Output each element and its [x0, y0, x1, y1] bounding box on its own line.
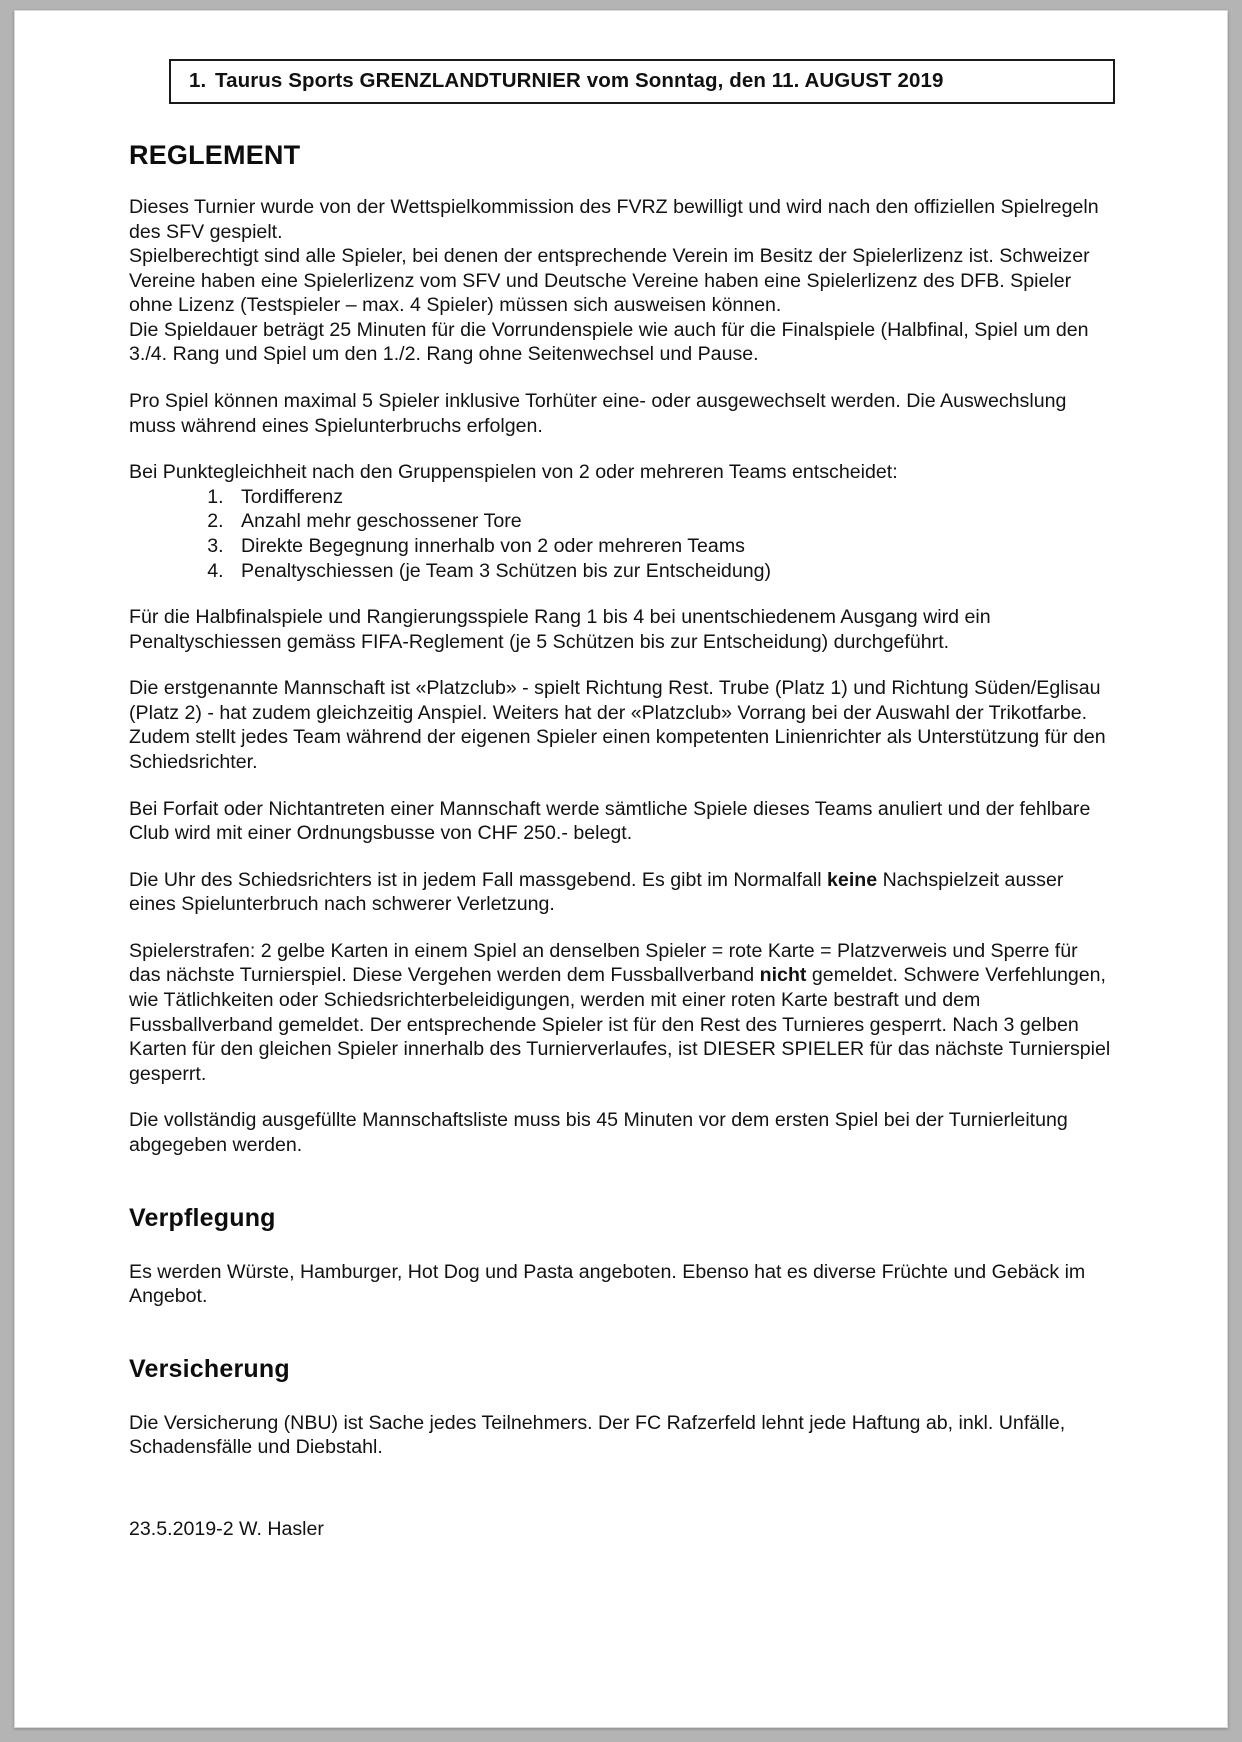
header-title-line — [189, 69, 1103, 93]
page-title: REGLEMENT — [129, 140, 301, 170]
paragraph-9-text-a: Die Uhr des Schiedsrichters ist in jedem Fall massgebend. Es gibt im Normalfall — [129, 868, 828, 891]
section-heading-versicherung: Versicherung — [129, 1354, 290, 1383]
paragraph-9 — [129, 868, 1111, 917]
paragraph-10 — [129, 939, 1111, 1086]
list-item: 3. Direkte Begegnung innerhalb von 2 oder mehreren Teams — [229, 534, 1111, 559]
paragraph-8: Bei Forfait oder Nichtantreten einer Mannschaft werde sämtliche Spiele dieses Teams anuliert und der fehlbare Club wird mit einer Ordnungsbusse von CHF 250.- belegt. — [129, 797, 1091, 845]
paragraph-10-text-a: Spielerstrafen: 2 gelbe Karten in einem Spiel an denselben Spieler = rote Karte = Platzverweis und Sperre für das nächste Turnierspiel. Diese Vergehen werden dem Fussballverband — [129, 939, 1078, 987]
paragraph-2: Spielberechtigt sind alle Spieler, bei denen der entsprechende Verein im Besitz der Spielerlizenz ist. Schweizer Vereine haben eine Spielerlizenz vom SFV und Deutsche Vereine haben eine Spielerlizenz des DFB. Spieler ohne Lizenz (Testspieler – max. 4 Spieler) müssen sich ausweisen können. — [129, 245, 1090, 317]
versicherung-text: Die Versicherung (NBU) ist Sache jedes Teilnehmers. Der FC Rafzerfeld lehnt jede Haftung ab, inkl. Unfälle, Schadensfälle und Diebstahl. — [129, 1411, 1066, 1459]
document-page — [14, 10, 1228, 1728]
intro-block — [129, 195, 1111, 367]
paragraph-10-emphasis: nicht — [759, 964, 807, 987]
header-number: 1. — [189, 69, 207, 92]
paragraph-1: Dieses Turnier wurde von der Wettspielkommission des FVRZ bewilligt und wird nach den offiziellen Spielregeln des SFV gespielt. — [129, 196, 1099, 243]
tiebreak-criteria-list — [129, 485, 1111, 583]
paragraph-9-text-b: Nachspielzeit ausser eines Spielunterbruch nach schwerer Verletzung. — [129, 868, 1064, 916]
document-body — [87, 140, 1155, 1541]
list-item: 1. Tordifferenz — [229, 485, 1111, 510]
list-item: 4. Penaltyschiessen (je Team 3 Schützen bis zur Entscheidung) — [229, 559, 1111, 584]
paragraph-7: Die erstgenannte Mannschaft ist «Platzclub» - spielt Richtung Rest. Trube (Platz 1) und Richtung Süden/Eglisau (Platz 2) - hat zudem gleichzeitig Anspiel. Weiters hat der «Platzclub» Vorrang bei der Auswahl der Trikotfarbe. Zudem stellt jedes Team während der eigenen Spieler einen kompetenten Linienrichter als Unterstützung für den Schiedsrichter. — [129, 677, 1106, 773]
paragraph-10-text-b: gemeldet. Schwere Verfehlungen, wie Tätlichkeiten oder Schiedsrichterbeleidigungen, werden mit einer roten Karte bestraft und dem Fussballverband gemeldet. Der entsprechende Spieler ist für den Rest des Turnieres gesperrt. Nach 3 gelben Karten für den gleichen Spieler innerhalb des Turnierverlaufes, ist DIESER SPIELER für das nächste Turnierspiel gesperrt. — [129, 964, 1111, 1085]
document-footer: 23.5.2019-2 W. Hasler — [129, 1517, 324, 1540]
paragraph-6: Für die Halbfinalspiele und Rangierungsspiele Rang 1 bis 4 bei unentschiedenem Ausgang wird ein Penaltyschiessen gemäss FIFA-Reglement (je 5 Schützen bis zur Entscheidung) durchgeführt. — [129, 606, 991, 653]
document-content — [15, 11, 1227, 1727]
section-heading-verpflegung: Verpflegung — [129, 1203, 276, 1232]
paragraph-5: Bei Punktegleichheit nach den Gruppenspielen von 2 oder mehreren Teams entscheidet: — [129, 461, 898, 484]
paragraph-11: Die vollständig ausgefüllte Mannschaftsliste muss bis 45 Minuten vor dem ersten Spiel bei der Turnierleitung abgegeben werden. — [129, 1109, 1068, 1156]
paragraph-4: Pro Spiel können maximal 5 Spieler inklusive Torhüter eine- oder ausgewechselt werden. Die Auswechslung muss während eines Spielunterbruchs erfolgen. — [129, 390, 1067, 437]
list-item: 2. Anzahl mehr geschossener Tore — [229, 509, 1111, 534]
paragraph-9-emphasis: keine — [827, 868, 878, 891]
header-title: Taurus Sports GRENZLANDTURNIER vom Sonntag, den 11. AUGUST 2019 — [215, 69, 944, 92]
document-header-bar — [169, 59, 1115, 104]
paragraph-3: Die Spieldauer beträgt 25 Minuten für die Vorrundenspiele wie auch für die Finalspiele (Halbfinal, Spiel um den 3./4. Rang und Spiel um den 1./2. Rang ohne Seitenwechsel und Pause. — [129, 318, 1089, 366]
verpflegung-text: Es werden Würste, Hamburger, Hot Dog und Pasta angeboten. Ebenso hat es diverse Früchte und Gebäck im Angebot. — [129, 1260, 1086, 1308]
